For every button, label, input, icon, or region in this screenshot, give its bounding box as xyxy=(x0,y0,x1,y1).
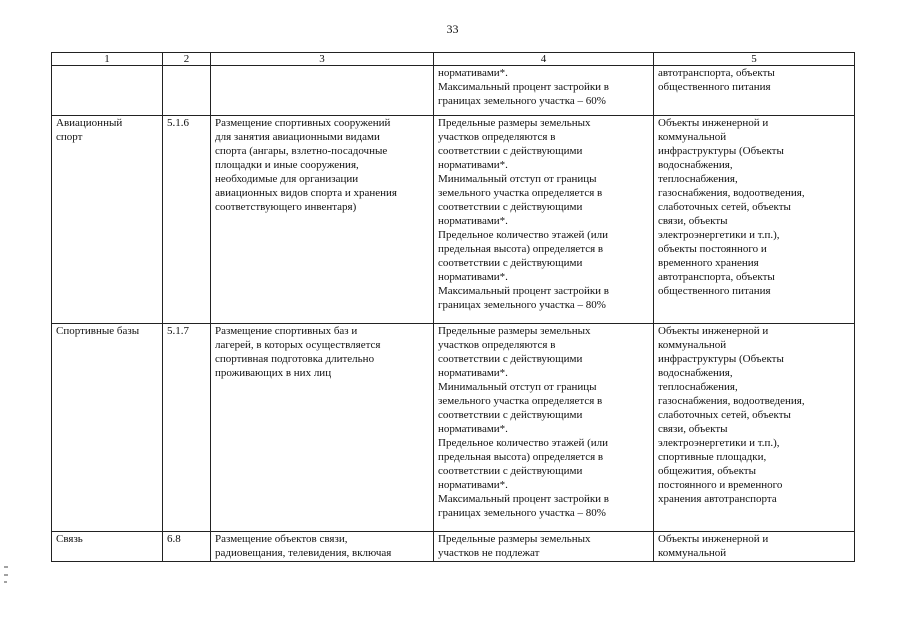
use-name-cell xyxy=(52,66,163,116)
parameters-cell: нормативами*. Максимальный процент застройки в границах земельного участка – 60% xyxy=(434,66,654,116)
parameters-cell: Предельные размеры земельных участков определяются в соответствии с действующими нормативами*. Минимальный отступ от границы земельного участка определяется в соответствии с действующими нормативами*. Предельное количество этажей (или предельная высота) определяется в соответствии с действующими нормативами*. Максимальный процент застройки в границах земельного участка – 80% xyxy=(434,116,654,324)
use-code-cell xyxy=(163,66,211,116)
use-description-cell: Размещение спортивных баз и лагерей, в которых осуществляется спортивная подготовка длительно проживающих в них лиц xyxy=(211,324,434,532)
use-description-cell xyxy=(211,66,434,116)
column-header-5: 5 xyxy=(654,53,855,66)
use-description-cell: Размещение объектов связи, радиовещания, телевидения, включая xyxy=(211,532,434,562)
table-row xyxy=(52,324,855,532)
scan-margin-marks xyxy=(2,565,10,587)
parameters-cell: Предельные размеры земельных участков определяются в соответствии с действующими нормативами*. Минимальный отступ от границы земельного участка определяется в соответствии с действующими нормативами*. Предельное количество этажей (или предельная высота) определяется в соответствии с действующими нормативами*. Максимальный процент застройки в границах земельного участка – 80% xyxy=(434,324,654,532)
column-header-2: 2 xyxy=(163,53,211,66)
use-description-cell: Размещение спортивных сооружений для занятия авиационными видами спорта (ангары, взлетно-посадочные площадки и иные сооружения, необходимые для организации авиационных видов спорта и хранения соответствующего инвентаря) xyxy=(211,116,434,324)
table-row xyxy=(52,66,855,116)
use-name-cell: Авиационный спорт xyxy=(52,116,163,324)
use-code-cell: 6.8 xyxy=(163,532,211,562)
use-code-cell: 5.1.6 xyxy=(163,116,211,324)
zoning-table xyxy=(51,52,855,562)
column-header-4: 4 xyxy=(434,53,654,66)
page-number: 33 xyxy=(446,22,459,36)
auxiliary-uses-cell: Объекты инженерной и коммунальной xyxy=(654,532,855,562)
header-row xyxy=(52,53,855,66)
column-header-1: 1 xyxy=(52,53,163,66)
use-code-cell: 5.1.7 xyxy=(163,324,211,532)
column-header-3: 3 xyxy=(211,53,434,66)
use-name-cell: Связь xyxy=(52,532,163,562)
auxiliary-uses-cell: Объекты инженерной и коммунальной инфраструктуры (Объекты водоснабжения, теплоснабжения, газоснабжения, водоотведения, слаботочных сетей, объекты связи, объекты электроэнергетики и т.п.), спортивные площадки, общежития, объекты постоянного и временного хранения автотранспорта xyxy=(654,324,855,532)
table-row xyxy=(52,532,855,562)
auxiliary-uses-cell: Объекты инженерной и коммунальной инфраструктуры (Объекты водоснабжения, теплоснабжения, газоснабжения, водоотведения, слаботочных сетей, объекты связи, объекты электроэнергетики и т.п.), объекты постоянного и временного хранения автотранспорта, объекты общественного питания xyxy=(654,116,855,324)
auxiliary-uses-cell: автотранспорта, объекты общественного питания xyxy=(654,66,855,116)
table-row xyxy=(52,116,855,324)
scan-artifact-icon xyxy=(2,565,10,585)
use-name-cell: Спортивные базы xyxy=(52,324,163,532)
parameters-cell: Предельные размеры земельных участков не подлежат xyxy=(434,532,654,562)
